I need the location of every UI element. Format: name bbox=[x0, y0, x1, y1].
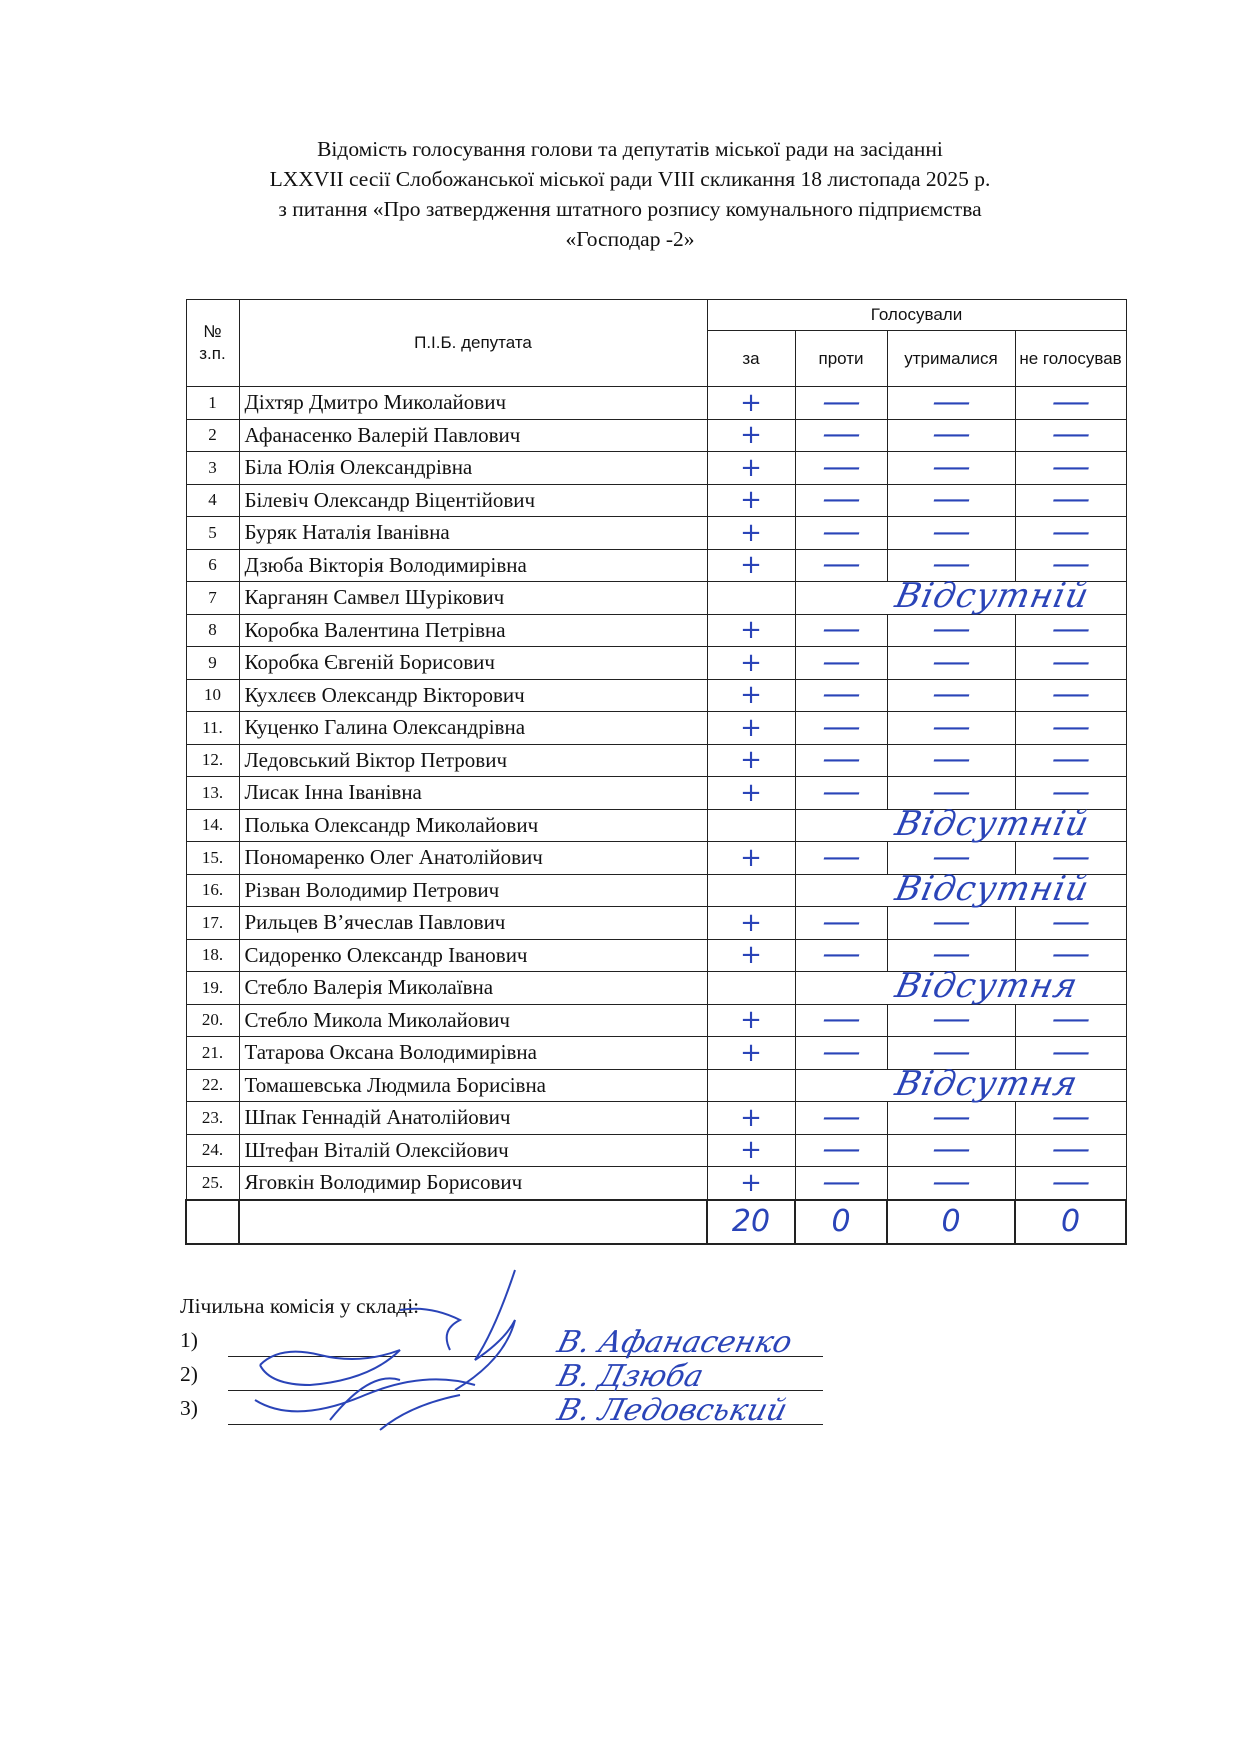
absent-note: Відсутня bbox=[891, 1063, 1082, 1104]
totals-empty-cell bbox=[239, 1200, 707, 1244]
table-row bbox=[186, 517, 1126, 550]
vote-mark: — bbox=[1051, 709, 1090, 745]
deputy-name: Кухлєєв Олександр Вікторович bbox=[239, 679, 707, 712]
vote-novote-cell bbox=[1015, 514, 1126, 550]
vote-novote-cell bbox=[1015, 904, 1126, 940]
row-number: 19. bbox=[186, 972, 239, 1005]
row-number: 24. bbox=[186, 1134, 239, 1167]
vote-mark: + bbox=[740, 745, 762, 776]
row-number: 10 bbox=[186, 679, 239, 712]
vote-mark: — bbox=[1051, 384, 1090, 420]
vote-abstain-cell bbox=[887, 1134, 1015, 1167]
row-number: 22. bbox=[186, 1069, 239, 1102]
vote-novote-cell bbox=[1015, 1134, 1126, 1167]
deputy-name: Томашевська Людмила Борисівна bbox=[239, 1069, 707, 1102]
vote-abstain-cell bbox=[887, 614, 1015, 647]
row-number: 5 bbox=[186, 517, 239, 550]
vote-novote-cell bbox=[1015, 744, 1126, 777]
deputy-name: Різван Володимир Петрович bbox=[239, 874, 707, 907]
vote-novote-cell bbox=[1015, 384, 1126, 420]
absent-cell bbox=[795, 803, 1126, 844]
deputy-name: Біла Юлія Олександрівна bbox=[239, 452, 707, 485]
vote-abstain-cell bbox=[887, 484, 1015, 517]
vote-mark: — bbox=[1051, 1132, 1090, 1168]
vote-mark: — bbox=[931, 709, 971, 745]
totals-row bbox=[186, 1200, 1126, 1244]
signature-rule bbox=[228, 1325, 823, 1360]
vote-mark: — bbox=[931, 904, 971, 940]
vote-novote-cell bbox=[1015, 1004, 1126, 1037]
deputy-name: Сидоренко Олександр Іванович bbox=[239, 939, 707, 972]
row-number: 9 bbox=[186, 647, 239, 680]
absent-cell bbox=[795, 576, 1126, 616]
deputy-name: Дзюба Вікторія Володимирівна bbox=[239, 549, 707, 582]
column-header-against: проти bbox=[795, 331, 887, 387]
row-number: 25. bbox=[186, 1167, 239, 1200]
vote-abstain-cell bbox=[887, 679, 1015, 712]
title-line: Відомість голосування голови та депутатів міської ради на засіданні bbox=[317, 137, 943, 161]
vote-mark: — bbox=[821, 1132, 861, 1168]
column-header-name: П.І.Б. депутата bbox=[239, 300, 707, 387]
row-number: 11. bbox=[186, 712, 239, 745]
deputy-name: Білевіч Олександр Віцентійович bbox=[239, 484, 707, 517]
table-row bbox=[186, 419, 1126, 452]
deputy-name: Коробка Євгеній Борисович bbox=[239, 647, 707, 680]
vote-mark: — bbox=[821, 1099, 861, 1135]
vote-mark: — bbox=[931, 937, 971, 973]
vote-novote-cell bbox=[1015, 484, 1126, 517]
vote-novote-cell bbox=[1015, 709, 1126, 745]
vote-mark: — bbox=[931, 644, 971, 680]
vote-abstain-cell bbox=[887, 419, 1015, 452]
vote-novote-cell bbox=[1015, 1164, 1126, 1200]
row-number: 14. bbox=[186, 809, 239, 842]
vote-abstain-cell bbox=[887, 1099, 1015, 1135]
vote-mark: — bbox=[821, 482, 861, 518]
vote-for-cell bbox=[707, 1069, 795, 1102]
deputy-name: Куценко Галина Олександрівна bbox=[239, 712, 707, 745]
deputy-name: Коробка Валентина Петрівна bbox=[239, 614, 707, 647]
deputy-name: Діхтяр Дмитро Миколайович bbox=[239, 387, 707, 420]
vote-mark: — bbox=[821, 709, 861, 745]
vote-mark: — bbox=[931, 482, 971, 518]
vote-mark: + bbox=[740, 452, 762, 483]
total-for bbox=[707, 1200, 795, 1244]
vote-mark: — bbox=[1051, 612, 1090, 648]
vote-mark: — bbox=[821, 742, 861, 778]
table-row bbox=[186, 614, 1126, 647]
deputy-name: Штефан Віталій Олексійович bbox=[239, 1134, 707, 1167]
deputy-name: Татарова Оксана Володимирівна bbox=[239, 1037, 707, 1070]
row-number: 12. bbox=[186, 744, 239, 777]
deputy-name: Стебло Микола Миколайович bbox=[239, 1004, 707, 1037]
table-row bbox=[186, 582, 1126, 615]
vote-mark: — bbox=[821, 547, 861, 583]
deputy-name: Стебло Валерія Миколаївна bbox=[239, 972, 707, 1005]
vote-mark: — bbox=[1051, 547, 1090, 583]
table-row bbox=[186, 874, 1126, 907]
vote-mark: — bbox=[821, 904, 861, 940]
vote-mark: + bbox=[740, 615, 762, 646]
signature-line bbox=[180, 1357, 823, 1394]
vote-mark: — bbox=[931, 384, 971, 420]
signature-rule bbox=[228, 1359, 823, 1394]
deputy-name: Рильцев В’ячеслав Павлович bbox=[239, 907, 707, 940]
totals-empty-cell bbox=[186, 1200, 239, 1244]
vote-mark: — bbox=[821, 644, 861, 680]
vote-mark: — bbox=[821, 612, 861, 648]
vote-mark: + bbox=[740, 1135, 762, 1166]
vote-mark: + bbox=[740, 842, 762, 873]
vote-novote-cell bbox=[1015, 614, 1126, 647]
vote-mark: — bbox=[1051, 482, 1090, 518]
column-header-for: за bbox=[707, 331, 795, 387]
vote-mark: + bbox=[740, 940, 762, 971]
vote-mark: + bbox=[740, 777, 762, 808]
row-number: 15. bbox=[186, 842, 239, 875]
vote-novote-cell bbox=[1015, 1099, 1126, 1135]
vote-mark: — bbox=[931, 1099, 971, 1135]
absent-cell bbox=[795, 1063, 1126, 1104]
vote-abstain-cell bbox=[887, 384, 1015, 420]
vote-abstain-cell bbox=[887, 449, 1015, 485]
deputy-name: Пономаренко Олег Анатолійович bbox=[239, 842, 707, 875]
vote-for-cell bbox=[707, 809, 795, 842]
vote-mark: + bbox=[740, 485, 762, 516]
vote-mark: — bbox=[1051, 904, 1090, 940]
member-name: В. Афанасенко bbox=[553, 1325, 796, 1360]
vote-mark: — bbox=[931, 417, 971, 453]
table-row bbox=[186, 1134, 1126, 1167]
vote-mark: — bbox=[1051, 1164, 1090, 1200]
row-number: 18. bbox=[186, 939, 239, 972]
row-number: 16. bbox=[186, 874, 239, 907]
deputy-name: Яговкін Володимир Борисович bbox=[239, 1167, 707, 1200]
vote-abstain-cell bbox=[887, 514, 1015, 550]
absent-note: Відсутня bbox=[891, 966, 1082, 1006]
vote-mark: — bbox=[821, 384, 861, 420]
total-value: 20 bbox=[731, 1203, 771, 1239]
vote-mark: — bbox=[931, 839, 971, 875]
row-number: 3 bbox=[186, 452, 239, 485]
total-abstain bbox=[887, 1200, 1015, 1244]
commission-label: Лічильна комісія у складі: bbox=[180, 1294, 420, 1318]
table-row bbox=[186, 484, 1126, 517]
deputy-name: Полька Олександр Миколайович bbox=[239, 809, 707, 842]
table-row bbox=[186, 712, 1126, 745]
vote-novote-cell bbox=[1015, 449, 1126, 485]
vote-for-cell bbox=[707, 972, 795, 1005]
row-number: 13. bbox=[186, 777, 239, 810]
vote-mark: — bbox=[821, 937, 861, 973]
row-number: 2 bbox=[186, 419, 239, 452]
total-value: 0 bbox=[1060, 1203, 1081, 1239]
absent-cell bbox=[795, 868, 1126, 909]
vote-mark: + bbox=[740, 387, 762, 418]
absent-cell bbox=[795, 966, 1126, 1006]
vote-novote-cell bbox=[1015, 419, 1126, 452]
table-row bbox=[186, 744, 1126, 777]
vote-mark: — bbox=[1051, 839, 1090, 875]
vote-mark: — bbox=[931, 774, 971, 810]
vote-mark: — bbox=[1051, 677, 1090, 713]
vote-mark: — bbox=[821, 1002, 861, 1038]
row-number: 21. bbox=[186, 1037, 239, 1070]
vote-mark: — bbox=[931, 1132, 971, 1168]
vote-abstain-cell bbox=[887, 744, 1015, 777]
table-row bbox=[186, 972, 1126, 1005]
vote-mark: — bbox=[1051, 1034, 1090, 1070]
table-row bbox=[186, 1102, 1126, 1135]
vote-abstain-cell bbox=[887, 1164, 1015, 1200]
vote-mark: — bbox=[1051, 774, 1090, 810]
vote-mark: — bbox=[931, 514, 971, 550]
vote-mark: — bbox=[821, 677, 861, 713]
vote-mark: — bbox=[821, 839, 861, 875]
column-header-number: № з.п. bbox=[186, 300, 239, 387]
table-row bbox=[186, 809, 1126, 842]
deputy-name: Лисак Інна Іванівна bbox=[239, 777, 707, 810]
column-group-voted: Голосували bbox=[707, 300, 1126, 331]
member-number: 3) bbox=[180, 1396, 198, 1420]
vote-mark: + bbox=[740, 517, 762, 548]
title-line: LXXVII сесії Слобожанської міської ради VIII скликання 18 листопада 2025 р. bbox=[269, 167, 991, 191]
vote-mark: + bbox=[740, 647, 762, 678]
vote-mark: — bbox=[1051, 417, 1090, 453]
deputy-name: Шпак Геннадій Анатолійович bbox=[239, 1102, 707, 1135]
vote-mark: — bbox=[1051, 1002, 1090, 1038]
row-number: 23. bbox=[186, 1102, 239, 1135]
row-number: 7 bbox=[186, 582, 239, 615]
vote-mark: — bbox=[821, 774, 861, 810]
vote-mark: — bbox=[821, 1164, 861, 1200]
table-row bbox=[186, 679, 1126, 712]
voting-table bbox=[185, 299, 1127, 1245]
vote-mark: — bbox=[931, 1034, 971, 1070]
vote-mark: + bbox=[740, 1167, 762, 1198]
vote-mark: — bbox=[821, 449, 861, 485]
total-value: 0 bbox=[941, 1203, 961, 1239]
vote-mark: — bbox=[1051, 514, 1090, 550]
member-name: В. Дзюба bbox=[553, 1359, 707, 1394]
table-row bbox=[186, 1069, 1126, 1102]
row-number: 8 bbox=[186, 614, 239, 647]
vote-mark: — bbox=[931, 449, 971, 485]
row-number: 6 bbox=[186, 549, 239, 582]
deputy-name: Карганян Самвел Шурікович bbox=[239, 582, 707, 615]
absent-note: Відсутній bbox=[891, 576, 1093, 616]
counting-commission bbox=[180, 1289, 823, 1428]
vote-mark: — bbox=[931, 742, 971, 778]
total-value: 0 bbox=[831, 1203, 851, 1239]
vote-for-cell bbox=[707, 874, 795, 907]
signature-line bbox=[180, 1323, 823, 1360]
absent-note: Відсутній bbox=[891, 868, 1093, 909]
vote-abstain-cell bbox=[887, 1004, 1015, 1037]
row-number: 17. bbox=[186, 907, 239, 940]
vote-novote-cell bbox=[1015, 679, 1126, 712]
vote-novote-cell bbox=[1015, 644, 1126, 680]
vote-mark: — bbox=[1051, 937, 1090, 973]
deputy-name: Афанасенко Валерій Павлович bbox=[239, 419, 707, 452]
vote-mark: — bbox=[1051, 644, 1090, 680]
vote-mark: + bbox=[740, 1037, 762, 1068]
vote-mark: + bbox=[740, 712, 762, 743]
total-novote bbox=[1015, 1200, 1126, 1244]
document-title bbox=[180, 134, 1080, 254]
table-row bbox=[186, 907, 1126, 940]
vote-abstain-cell bbox=[887, 644, 1015, 680]
vote-mark: + bbox=[740, 550, 762, 581]
member-name: В. Ледовський bbox=[553, 1393, 791, 1428]
total-against bbox=[795, 1200, 887, 1244]
column-header-novote: не голосував bbox=[1015, 331, 1126, 387]
vote-mark: + bbox=[740, 1005, 762, 1036]
table-row bbox=[186, 647, 1126, 680]
vote-mark: — bbox=[1051, 742, 1090, 778]
vote-mark: — bbox=[821, 417, 861, 453]
table-row bbox=[186, 1167, 1126, 1200]
vote-mark: — bbox=[821, 514, 861, 550]
title-line: з питання «Про затвердження штатного розпису комунального підприємства bbox=[278, 197, 982, 221]
member-number: 2) bbox=[180, 1362, 198, 1386]
table-row bbox=[186, 387, 1126, 420]
vote-mark: — bbox=[931, 612, 971, 648]
row-number: 1 bbox=[186, 387, 239, 420]
vote-mark: — bbox=[1051, 449, 1090, 485]
vote-mark: — bbox=[821, 1034, 861, 1070]
title-line: «Господар -2» bbox=[565, 227, 695, 251]
vote-mark: + bbox=[740, 1102, 762, 1133]
absent-note: Відсутній bbox=[891, 803, 1093, 844]
table-row bbox=[186, 452, 1126, 485]
vote-mark: + bbox=[740, 420, 762, 451]
vote-abstain-cell bbox=[887, 904, 1015, 940]
vote-mark: — bbox=[931, 547, 971, 583]
vote-mark: + bbox=[740, 680, 762, 711]
row-number: 20. bbox=[186, 1004, 239, 1037]
deputy-name: Буряк Наталія Іванівна bbox=[239, 517, 707, 550]
vote-mark: — bbox=[931, 1164, 971, 1200]
vote-for-cell bbox=[707, 582, 795, 615]
column-header-abstain: утрималися bbox=[887, 331, 1015, 387]
table-row bbox=[186, 1004, 1126, 1037]
deputy-name: Ледовський Віктор Петрович bbox=[239, 744, 707, 777]
vote-mark: — bbox=[931, 1002, 971, 1038]
member-number: 1) bbox=[180, 1328, 198, 1352]
vote-abstain-cell bbox=[887, 709, 1015, 745]
signature-rule bbox=[228, 1393, 823, 1428]
vote-mark: — bbox=[1051, 1099, 1090, 1135]
vote-mark: + bbox=[740, 907, 762, 938]
signature-line bbox=[180, 1391, 823, 1428]
vote-mark: — bbox=[931, 677, 971, 713]
row-number: 4 bbox=[186, 484, 239, 517]
